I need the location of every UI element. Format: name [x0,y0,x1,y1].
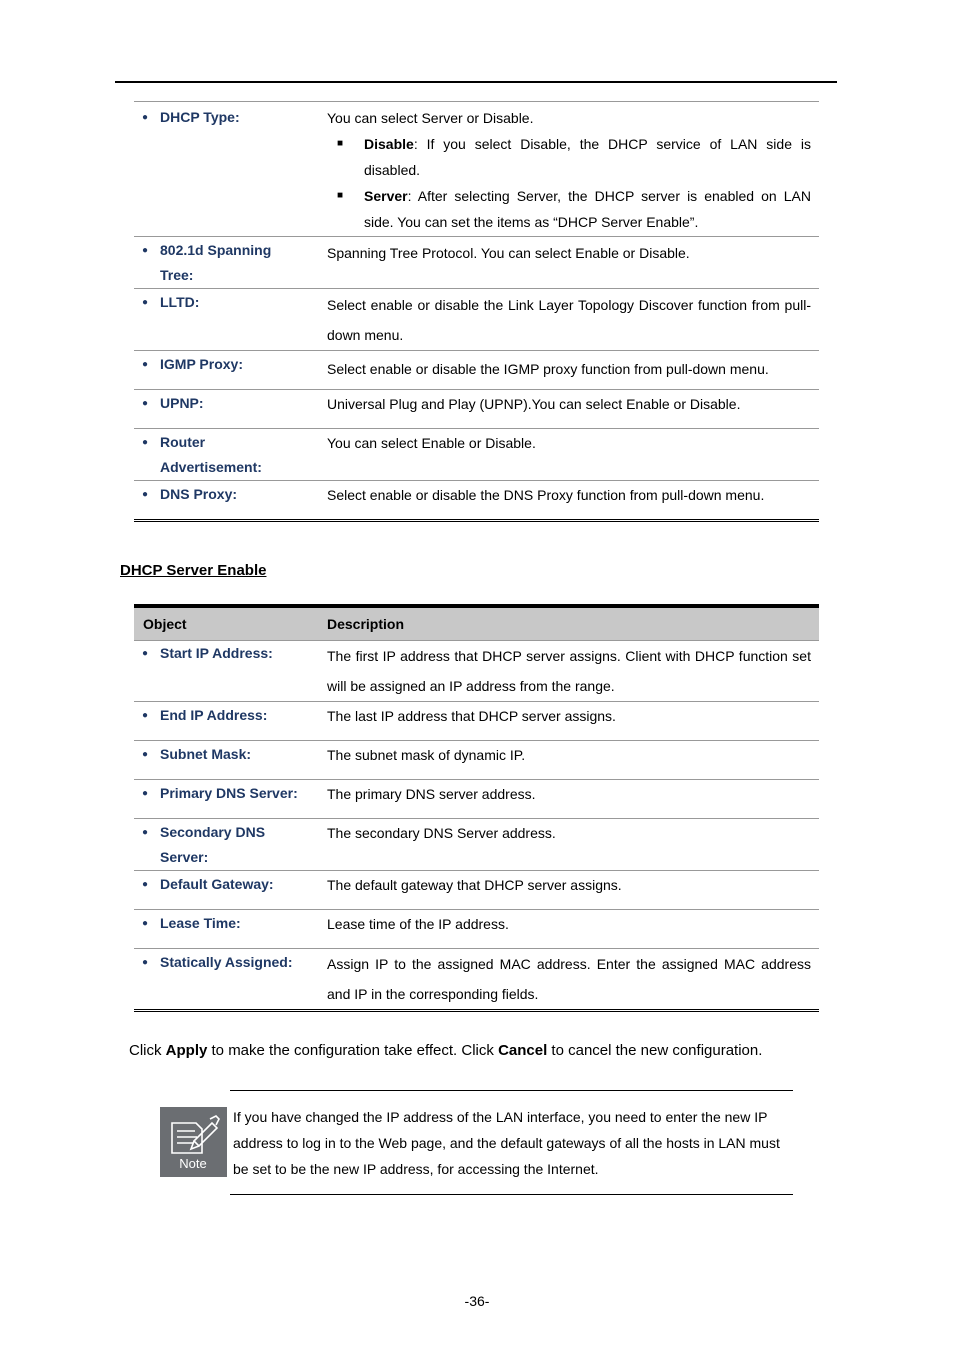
header-description: Description [319,606,819,641]
note-icon-label: Note [179,1156,207,1171]
apply-text-1: Click [129,1042,166,1059]
bullet-icon: ● [142,648,149,659]
row-label: End IP Address: [160,707,268,723]
sub-item-term: Server [364,188,408,204]
bullet-icon: ● [142,749,149,760]
table-row [134,390,819,429]
row-description: The primary DNS server address. [327,786,536,802]
row-description: The default gateway that DHCP server assigns. [327,877,622,893]
bullet-icon: ● [142,788,149,799]
table-row [134,741,819,780]
row-label: Primary DNS Server: [160,785,298,801]
note-icon-graphic [160,1107,227,1177]
apply-text-2: to make the configuration take effect. Click [207,1042,499,1059]
row-description: You can select Enable or Disable. [327,435,536,451]
row-label: 802.1d Spanning Tree: [160,242,272,283]
table-header-row [134,606,819,641]
row-label: Start IP Address: [160,645,273,661]
section-heading: DHCP Server Enable [120,562,267,579]
bullet-icon: ● [142,398,149,409]
apply-instruction [129,1041,762,1061]
square-bullet-icon: ■ [337,190,344,201]
sub-item-text: : If you select Disable, the DHCP service of LAN side is disabled. [364,136,811,178]
row-description: The secondary DNS Server address. [327,825,556,841]
bullet-icon: ● [142,918,149,929]
page-top-rule [115,81,837,83]
square-bullet-icon: ■ [337,138,344,149]
page-number: -36- [464,1293,490,1309]
table-row [134,949,819,1011]
bullet-icon: ● [142,359,149,370]
row-description: The first IP address that DHCP server assigns. Client with DHCP function set will be assigned an IP address from the range. [327,648,811,694]
table-row [134,237,819,289]
row-description: Assign IP to the assigned MAC address. Enter the assigned MAC address and IP in the corresponding fields. [327,956,811,1002]
bullet-icon: ● [142,827,149,838]
note-icon [160,1107,227,1177]
table-row [134,429,819,481]
lan-options-table [134,101,819,522]
bullet-icon: ● [142,879,149,890]
table-row [134,481,819,521]
table-row [134,819,819,871]
note-text: If you have changed the IP address of the LAN interface, you need to enter the new IP address to log in to the Web page, and the default gateways of all the hosts in LAN must be set to be the new IP address, for accessing the Internet. [233,1109,780,1177]
row-description: Spanning Tree Protocol. You can select Enable or Disable. [327,245,690,261]
note-bottom-rule [230,1194,793,1195]
row-label: DHCP Type: [160,109,240,125]
table-row [134,351,819,390]
bullet-icon: ● [142,437,149,448]
table-row [134,780,819,819]
row-label: UPNP: [160,395,204,411]
row-description: The last IP address that DHCP server assigns. [327,708,616,724]
row-description: Universal Plug and Play (UPNP).You can select Enable or Disable. [327,396,741,412]
row-label: Router Advertisement: [160,434,262,475]
bullet-icon: ● [142,957,149,968]
table-row [134,702,819,741]
note-top-rule [230,1090,793,1091]
sub-item-term: Disable [364,136,414,152]
apply-term: Apply [165,1042,208,1059]
table-row [134,289,819,351]
row-label: Secondary DNS Server: [160,824,266,865]
row-description: Select enable or disable the Link Layer Topology Discover function from pull-down menu. [327,297,811,343]
row-description: Select enable or disable the DNS Proxy function from pull-down menu. [327,487,765,503]
apply-text-3: to cancel the new configuration. [547,1042,763,1059]
cancel-term: Cancel [498,1042,548,1059]
row-description: Lease time of the IP address. [327,916,509,932]
table-row [134,641,819,702]
table-row [134,910,819,949]
bullet-icon: ● [142,112,149,123]
row-label: Lease Time: [160,915,241,931]
row-label: Statically Assigned: [160,954,293,970]
sub-item [319,183,811,235]
bullet-icon: ● [142,245,149,256]
row-label: IGMP Proxy: [160,356,243,372]
row-description: Select enable or disable the IGMP proxy function from pull-down menu. [327,361,769,377]
sub-item [319,131,811,183]
row-description: You can select Server or Disable. [327,110,534,126]
dhcp-server-table [134,604,819,1012]
bullet-icon: ● [142,489,149,500]
sub-item-text: : After selecting Server, the DHCP server is enabled on LAN side. You can set the items as “DHCP Server Enable”. [364,188,811,230]
header-object: Object [134,606,319,641]
table-row [134,102,819,237]
bullet-icon: ● [142,710,149,721]
row-label: Subnet Mask: [160,746,252,762]
row-label: LLTD: [160,294,200,310]
row-description: The subnet mask of dynamic IP. [327,747,526,763]
bullet-icon: ● [142,297,149,308]
table-row [134,871,819,910]
row-label: Default Gateway: [160,876,274,892]
row-label: DNS Proxy: [160,486,238,502]
